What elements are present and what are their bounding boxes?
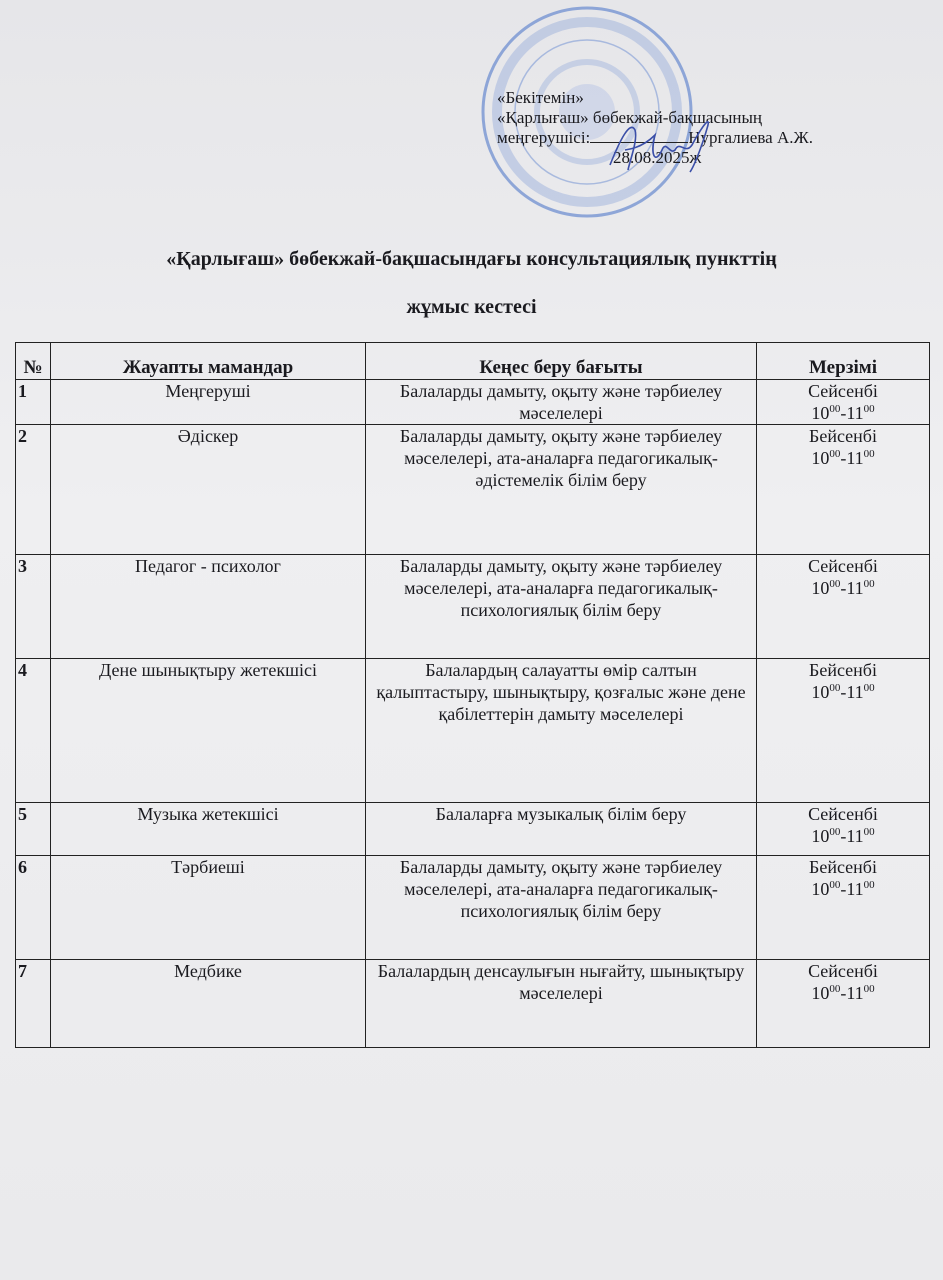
time-from: 10 (811, 682, 830, 702)
consultation-direction: Балаларға музыкалық білім беру (366, 803, 757, 856)
weekday: Сейсенбі (808, 381, 878, 401)
time-from: 10 (811, 448, 830, 468)
time-from: 10 (811, 578, 830, 598)
time-to: 11 (846, 826, 864, 846)
specialist: Тәрбиеші (51, 856, 366, 960)
time-to: 11 (846, 578, 864, 598)
table-row (16, 856, 930, 960)
consultation-direction: Балаларды дамыту, оқыту және тәрбиелеу мәселелері, ата-аналарға педагогикалық-психологиялық білім беру (366, 555, 757, 659)
header-specialists: Жауапты мамандар (51, 343, 366, 380)
approval-heading: «Бекітемін» (497, 88, 584, 107)
schedule-table (15, 342, 930, 1048)
header-direction: Кеңес беру бағыты (366, 343, 757, 380)
specialist: Медбике (51, 960, 366, 1048)
header-number: № (16, 343, 51, 380)
table-header-row (16, 343, 930, 380)
table-row (16, 803, 930, 856)
consultation-direction: Балалардың денсаулығын нығайту, шынықтыру мәселелері (366, 960, 757, 1048)
row-number: 4 (16, 659, 51, 803)
row-number: 6 (16, 856, 51, 960)
schedule-cell (757, 380, 930, 425)
weekday: Бейсенбі (809, 857, 877, 877)
time-from-minutes: 00 (829, 826, 841, 838)
time-to-minutes: 00 (863, 448, 875, 460)
time-range: $10^{00}-11^{00}$ (811, 682, 875, 702)
table-row (16, 960, 930, 1048)
weekday: Бейсенбі (809, 660, 877, 680)
weekday: Сейсенбі (808, 804, 878, 824)
consultation-direction: Балаларды дамыту, оқыту және тәрбиелеу мәселелері (366, 380, 757, 425)
time-range: $10^{00}-11^{00}$ (811, 403, 875, 423)
table-row (16, 659, 930, 803)
time-to-minutes: 00 (863, 403, 875, 415)
row-number: 7 (16, 960, 51, 1048)
row-number: 3 (16, 555, 51, 659)
weekday: Бейсенбі (809, 426, 877, 446)
time-to-minutes: 00 (863, 826, 875, 838)
schedule-cell (757, 960, 930, 1048)
schedule-cell (757, 659, 930, 803)
consultation-direction: Балаларды дамыту, оқыту және тәрбиелеу мәселелері, ата-аналарға педагогикалық-психологиялық білім беру (366, 856, 757, 960)
time-from: 10 (811, 403, 830, 423)
time-from-minutes: 00 (829, 448, 841, 460)
time-to: 11 (846, 682, 864, 702)
time-from-minutes: 00 (829, 682, 841, 694)
document-subtitle: жұмыс кестесі (406, 296, 537, 318)
specialist: Әдіскер (51, 425, 366, 555)
time-from: 10 (811, 826, 830, 846)
schedule-cell (757, 803, 930, 856)
document-title: «Қарлығаш» бөбекжай-бақшасындағы консультациялық пункттің (166, 248, 777, 270)
row-number: 1 (16, 380, 51, 425)
time-to: 11 (846, 879, 864, 899)
schedule-cell (757, 856, 930, 960)
time-from: 10 (811, 983, 830, 1003)
table-row (16, 425, 930, 555)
time-range: $10^{00}-11^{00}$ (811, 983, 875, 1003)
approval-date: 28.08.2025ж (613, 148, 702, 167)
time-to-minutes: 00 (863, 682, 875, 694)
table-row (16, 555, 930, 659)
schedule-cell (757, 555, 930, 659)
time-to-minutes: 00 (863, 578, 875, 590)
signer-name: Нургалиева А.Ж. (688, 128, 813, 147)
time-from-minutes: 00 (829, 578, 841, 590)
time-range: $10^{00}-11^{00}$ (811, 578, 875, 598)
time-from-minutes: 00 (829, 983, 841, 995)
time-to: 11 (846, 403, 864, 423)
time-from-minutes: 00 (829, 879, 841, 891)
header-schedule: Мерзімі (757, 343, 930, 380)
weekday: Сейсенбі (808, 961, 878, 981)
specialist: Меңгеруші (51, 380, 366, 425)
specialist: Педагог - психолог (51, 555, 366, 659)
specialist: Дене шынықтыру жетекшісі (51, 659, 366, 803)
schedule-cell (757, 425, 930, 555)
time-range: $10^{00}-11^{00}$ (811, 879, 875, 899)
time-range: $10^{00}-11^{00}$ (811, 448, 875, 468)
weekday: Сейсенбі (808, 556, 878, 576)
row-number: 2 (16, 425, 51, 555)
table-row (16, 380, 930, 425)
specialist: Музыка жетекшісі (51, 803, 366, 856)
time-to-minutes: 00 (863, 879, 875, 891)
signature (600, 110, 730, 180)
time-from-minutes: 00 (829, 403, 841, 415)
row-number: 5 (16, 803, 51, 856)
consultation-direction: Балаларды дамыту, оқыту және тәрбиелеу мәселелері, ата-аналарға педагогикалық-әдістемелік білім беру (366, 425, 757, 555)
approval-org: «Қарлығаш» бөбекжай-бақшасының (497, 108, 763, 127)
time-to: 11 (846, 983, 864, 1003)
time-from: 10 (811, 879, 830, 899)
signer-label: меңгерушісі: (497, 128, 591, 147)
time-to-minutes: 00 (863, 983, 875, 995)
consultation-direction: Балалардың салауатты өмір салтын қалыптастыру, шынықтыру, қозғалыс және дене қабілеттерін дамыту мәселелері (366, 659, 757, 803)
time-range: $10^{00}-11^{00}$ (811, 826, 875, 846)
time-to: 11 (846, 448, 864, 468)
